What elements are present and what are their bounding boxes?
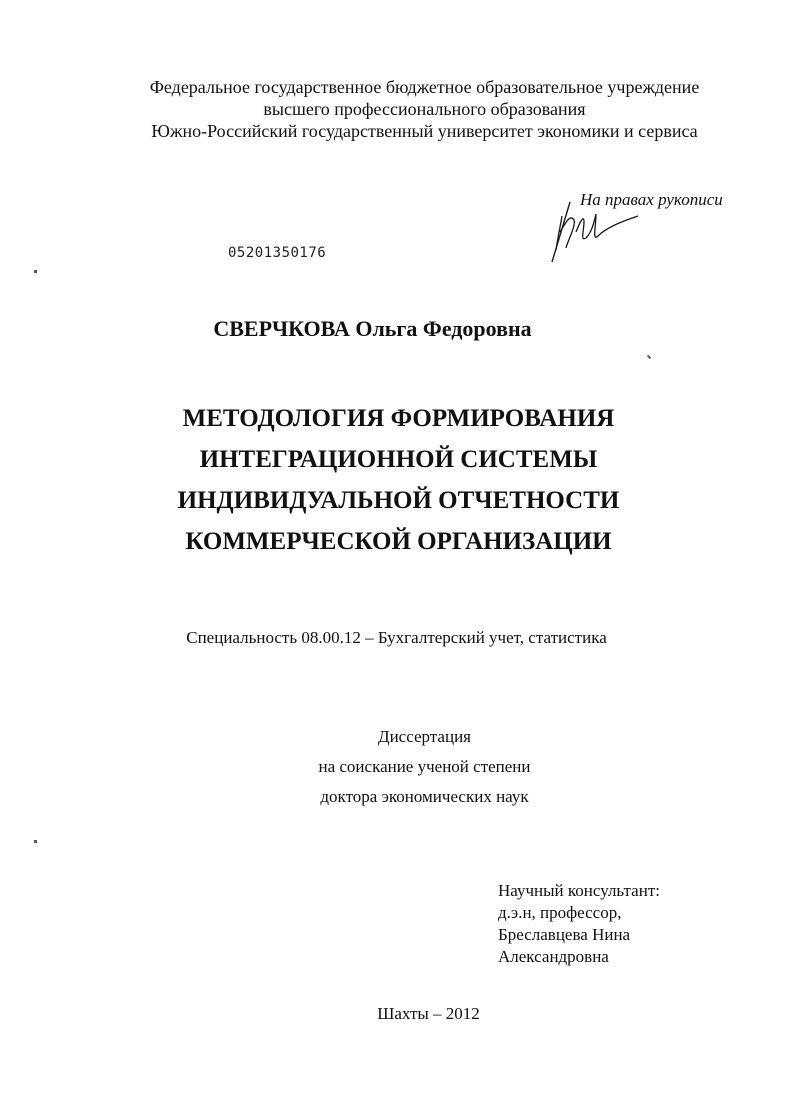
- dissertation-line-2: на соискание ученой степени: [318, 757, 531, 776]
- dissertation-block: [26, 722, 797, 812]
- consultant-degree: д.э.н, профессор,: [498, 903, 622, 922]
- dissertation-line-1: Диссертация: [377, 727, 471, 746]
- specialty-line: Специальность 08.00.12 – Бухгалтерский учет, статистика: [186, 628, 607, 647]
- rights-note: На правах рукописи: [580, 190, 723, 209]
- title-line-1: МЕТОДОЛОГИЯ ФОРМИРОВАНИЯ: [182, 405, 615, 432]
- institution-line-3: Южно-Российский государственный университет экономики и сервиса: [151, 121, 698, 141]
- scan-speck: [647, 355, 651, 359]
- author-name: СВЕРЧКОВА Ольга Федоровна: [213, 316, 532, 341]
- consultant-label: Научный консультант:: [498, 881, 660, 900]
- scan-speck: [34, 840, 37, 843]
- institution-line-1: Федеральное государственное бюджетное образовательное учреждение: [149, 77, 700, 97]
- city-year: Шахты – 2012: [377, 1004, 480, 1023]
- consultant-name-line-2: Александровна: [498, 947, 609, 966]
- consultant-name-line-1: Бреславцева Нина: [498, 925, 631, 944]
- title-line-3: ИНДИВИДУАЛЬНОЙ ОТЧЕТНОСТИ: [177, 487, 620, 514]
- dissertation-line-3: доктора экономических наук: [320, 787, 529, 806]
- institution-line-2: высшего профессионального образования: [263, 99, 586, 119]
- scan-speck: [34, 270, 37, 273]
- institution-block: [26, 76, 797, 142]
- document-code: 05201350176: [228, 245, 327, 261]
- title-line-2: ИНТЕГРАЦИОННОЙ СИСТЕМЫ: [199, 446, 598, 473]
- consultant-block: [498, 880, 660, 968]
- dissertation-title: [0, 398, 797, 562]
- title-line-4: КОММЕРЧЕСКОЙ ОРГАНИЗАЦИИ: [185, 528, 612, 555]
